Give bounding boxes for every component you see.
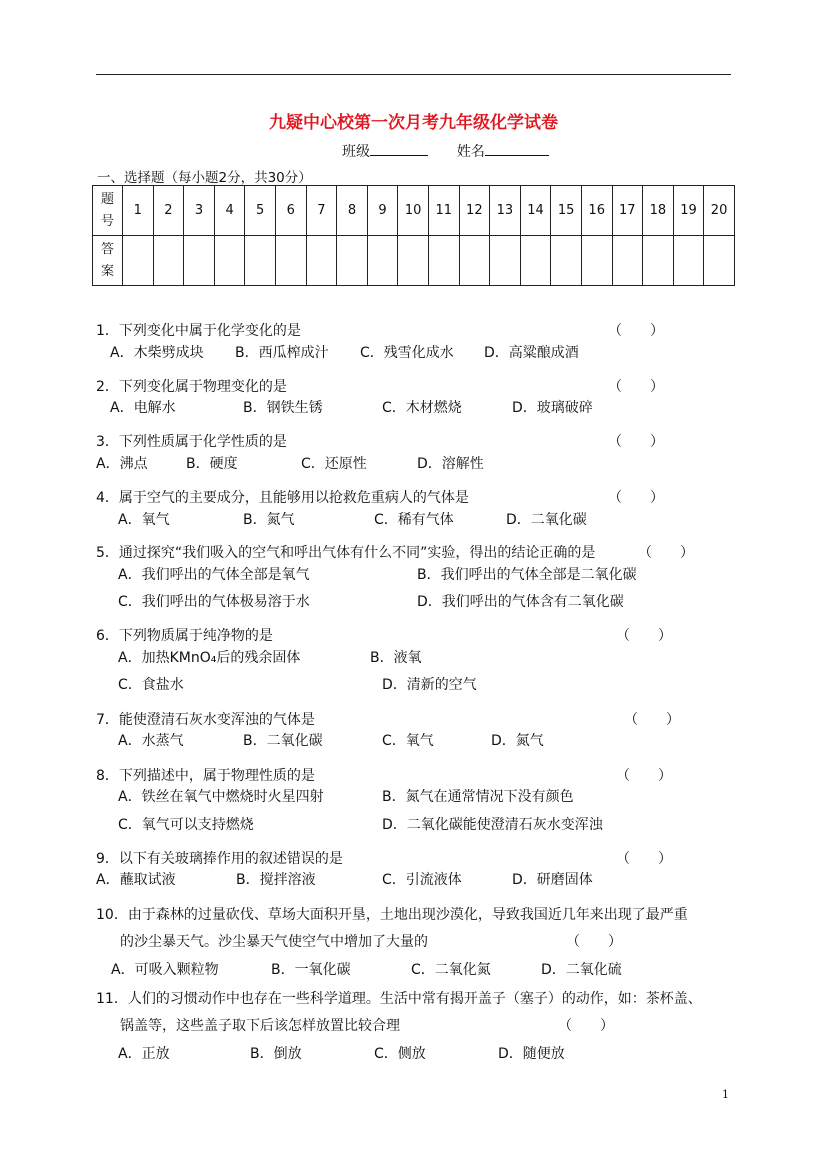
answer-bracket[interactable]: （ ） <box>624 712 680 728</box>
option-c[interactable]: C．氧气可以支持燃烧 <box>118 817 254 833</box>
option-d[interactable]: D．二氧化硫 <box>541 962 622 978</box>
option-d[interactable]: D．二氧化碳 <box>506 512 587 528</box>
class-blank[interactable] <box>370 155 428 156</box>
option-b[interactable]: B．一氧化碳 <box>271 962 351 978</box>
option-d[interactable]: D．玻璃破碎 <box>512 400 593 416</box>
option-a[interactable]: A．正放 <box>118 1046 170 1062</box>
answer-bracket[interactable]: （ ） <box>608 323 664 339</box>
option-a[interactable]: A．木柴劈成块 <box>110 345 204 361</box>
answer-bracket[interactable]: （ ） <box>558 1018 614 1034</box>
question-text: 4．属于空气的主要成分，且能够用以抢救危重病人的气体是 <box>96 490 469 506</box>
question-number-cell: 10 <box>398 186 429 236</box>
name-blank[interactable] <box>485 155 549 156</box>
option-b[interactable]: B．硬度 <box>186 456 238 472</box>
option-a[interactable]: A．沸点 <box>96 456 148 472</box>
answer-bracket[interactable]: （ ） <box>638 545 694 561</box>
option-b[interactable]: B．氮气 <box>243 512 295 528</box>
answer-cell[interactable] <box>184 236 215 286</box>
answer-cell[interactable] <box>398 236 429 286</box>
answer-cell[interactable] <box>275 236 306 286</box>
answer-cell[interactable] <box>153 236 184 286</box>
option-c[interactable]: C．残雪化成水 <box>360 345 454 361</box>
answer-cell[interactable] <box>123 236 154 286</box>
question-number-cell: 18 <box>643 186 674 236</box>
option-a[interactable]: A．水蒸气 <box>118 733 184 749</box>
option-c[interactable]: C．二氧化氮 <box>411 962 491 978</box>
answer-cell[interactable] <box>551 236 582 286</box>
question-number-cell: 13 <box>490 186 521 236</box>
answer-cell[interactable] <box>459 236 490 286</box>
question-text: 6．下列物质属于纯净物的是 <box>96 628 273 644</box>
option-c[interactable]: C．食盐水 <box>118 677 184 693</box>
question-number-cell: 8 <box>337 186 368 236</box>
option-a[interactable]: A．氧气 <box>118 512 170 528</box>
question-text: 5．通过探究“我们吸入的空气和呼出气体有什么不同”实验，得出的结论正确的是 <box>96 545 596 561</box>
answer-bracket[interactable]: （ ） <box>608 379 664 395</box>
answer-cell[interactable] <box>490 236 521 286</box>
option-c[interactable]: C．氧气 <box>382 733 434 749</box>
question-number-cell: 1 <box>123 186 154 236</box>
question-text-continued: 锅盖等，这些盖子取下后该怎样放置比较合理 <box>120 1018 400 1034</box>
question-number-cell: 17 <box>612 186 643 236</box>
answer-bracket[interactable]: （ ） <box>608 434 664 450</box>
option-c[interactable]: C．侧放 <box>374 1046 426 1062</box>
option-d[interactable]: D．随便放 <box>498 1046 565 1062</box>
option-c[interactable]: C．还原性 <box>301 456 367 472</box>
answer-cell[interactable] <box>367 236 398 286</box>
option-d[interactable]: D．研磨固体 <box>512 872 593 888</box>
answer-cell[interactable] <box>673 236 704 286</box>
question-text-continued: 的沙尘暴天气。沙尘暴天气使空气中增加了大量的 <box>120 934 428 950</box>
option-c[interactable]: C．稀有气体 <box>374 512 454 528</box>
option-a[interactable]: A．我们呼出的气体全部是氧气 <box>118 567 310 583</box>
answer-cell[interactable] <box>520 236 551 286</box>
option-d[interactable]: D．我们呼出的气体含有二氧化碳 <box>417 594 624 610</box>
question-number-cell: 7 <box>306 186 337 236</box>
question-number-cell: 9 <box>367 186 398 236</box>
option-a[interactable]: A．蘸取试液 <box>96 872 176 888</box>
answer-bracket[interactable]: （ ） <box>608 490 664 506</box>
option-b[interactable]: B．钢铁生锈 <box>243 400 323 416</box>
question-text: 9．以下有关玻璃捧作用的叙述错误的是 <box>96 851 343 867</box>
question-number-cell: 20 <box>704 186 735 236</box>
section-heading: 一、选择题（每小题2分，共30分） <box>97 170 312 186</box>
question-number-cell: 15 <box>551 186 582 236</box>
question-text: 11．人们的习惯动作中也存在一些科学道理。生活中常有揭开盖子（塞子）的动作，如：茶杯盖、 <box>96 991 702 1007</box>
question-number-cell: 11 <box>428 186 459 236</box>
option-a[interactable]: A．可吸入颗粒物 <box>111 962 219 978</box>
question-number-cell: 16 <box>581 186 612 236</box>
answer-bracket[interactable]: （ ） <box>616 768 672 784</box>
option-b[interactable]: B．搅拌溶液 <box>236 872 316 888</box>
answer-cell[interactable] <box>306 236 337 286</box>
question-number-cell: 19 <box>673 186 704 236</box>
answer-bracket[interactable]: （ ） <box>616 851 672 867</box>
option-b[interactable]: B．西瓜榨成汁 <box>235 345 329 361</box>
option-b[interactable]: B．我们呼出的气体全部是二氧化碳 <box>417 567 637 583</box>
option-c[interactable]: C．我们呼出的气体极易溶于水 <box>118 594 310 610</box>
question-number-cell: 12 <box>459 186 490 236</box>
question-number-cell: 5 <box>245 186 276 236</box>
option-d[interactable]: D．清新的空气 <box>382 677 477 693</box>
question-text: 10．由于森林的过量砍伐、草场大面积开垦，土地出现沙漠化，导致我国近几年来出现了最严重 <box>96 907 688 923</box>
student-info <box>342 141 549 161</box>
answer-cell[interactable] <box>581 236 612 286</box>
question-number-cell: 3 <box>184 186 215 236</box>
option-c[interactable]: C．木材燃烧 <box>382 400 462 416</box>
option-a[interactable]: A．电解水 <box>110 400 176 416</box>
question-number-cell: 6 <box>275 186 306 236</box>
option-d[interactable]: D．二氧化碳能使澄清石灰水变浑浊 <box>382 817 603 833</box>
question-number-cell: 4 <box>214 186 245 236</box>
option-a[interactable]: A．铁丝在氧气中燃烧时火星四射 <box>118 789 324 805</box>
option-b[interactable]: B．液氧 <box>370 650 422 666</box>
option-d[interactable]: D．高粱酿成酒 <box>484 345 579 361</box>
answer-cell[interactable] <box>214 236 245 286</box>
option-d[interactable]: D．溶解性 <box>417 456 484 472</box>
option-c[interactable]: C．引流液体 <box>382 872 462 888</box>
option-b[interactable]: B．倒放 <box>250 1046 302 1062</box>
answer-bracket[interactable]: （ ） <box>616 628 672 644</box>
answer-bracket[interactable]: （ ） <box>566 934 622 950</box>
answer-cell[interactable] <box>245 236 276 286</box>
option-d[interactable]: D．氮气 <box>491 733 544 749</box>
option-b[interactable]: B．二氧化碳 <box>243 733 323 749</box>
option-b[interactable]: B．氮气在通常情况下没有颜色 <box>382 789 574 805</box>
question-number-cell: 14 <box>520 186 551 236</box>
answer-cell[interactable] <box>704 236 735 286</box>
row-label-number: 题 号 <box>93 186 123 236</box>
option-a[interactable]: A．加热KMnO₄后的残余固体 <box>118 650 301 666</box>
answer-cell[interactable] <box>428 236 459 286</box>
page-number: 1 <box>722 1088 729 1101</box>
page-title: 九疑中心校第一次月考九年级化学试卷 <box>269 113 558 133</box>
question-number-cell: 2 <box>153 186 184 236</box>
question-text: 3．下列性质属于化学性质的是 <box>96 434 287 450</box>
header-rule <box>96 74 731 75</box>
answer-table <box>92 185 735 286</box>
answer-cell[interactable] <box>643 236 674 286</box>
answer-cell[interactable] <box>612 236 643 286</box>
question-text: 8．下列描述中，属于物理性质的是 <box>96 768 315 784</box>
class-label: 班级 <box>342 144 370 160</box>
question-text: 2．下列变化属于物理变化的是 <box>96 379 287 395</box>
question-text: 7．能使澄清石灰水变浑浊的气体是 <box>96 712 315 728</box>
question-text: 1．下列变化中属于化学变化的是 <box>96 323 301 339</box>
answer-cell[interactable] <box>337 236 368 286</box>
row-label-answer: 答 案 <box>93 236 123 286</box>
name-label: 姓名 <box>456 144 485 160</box>
